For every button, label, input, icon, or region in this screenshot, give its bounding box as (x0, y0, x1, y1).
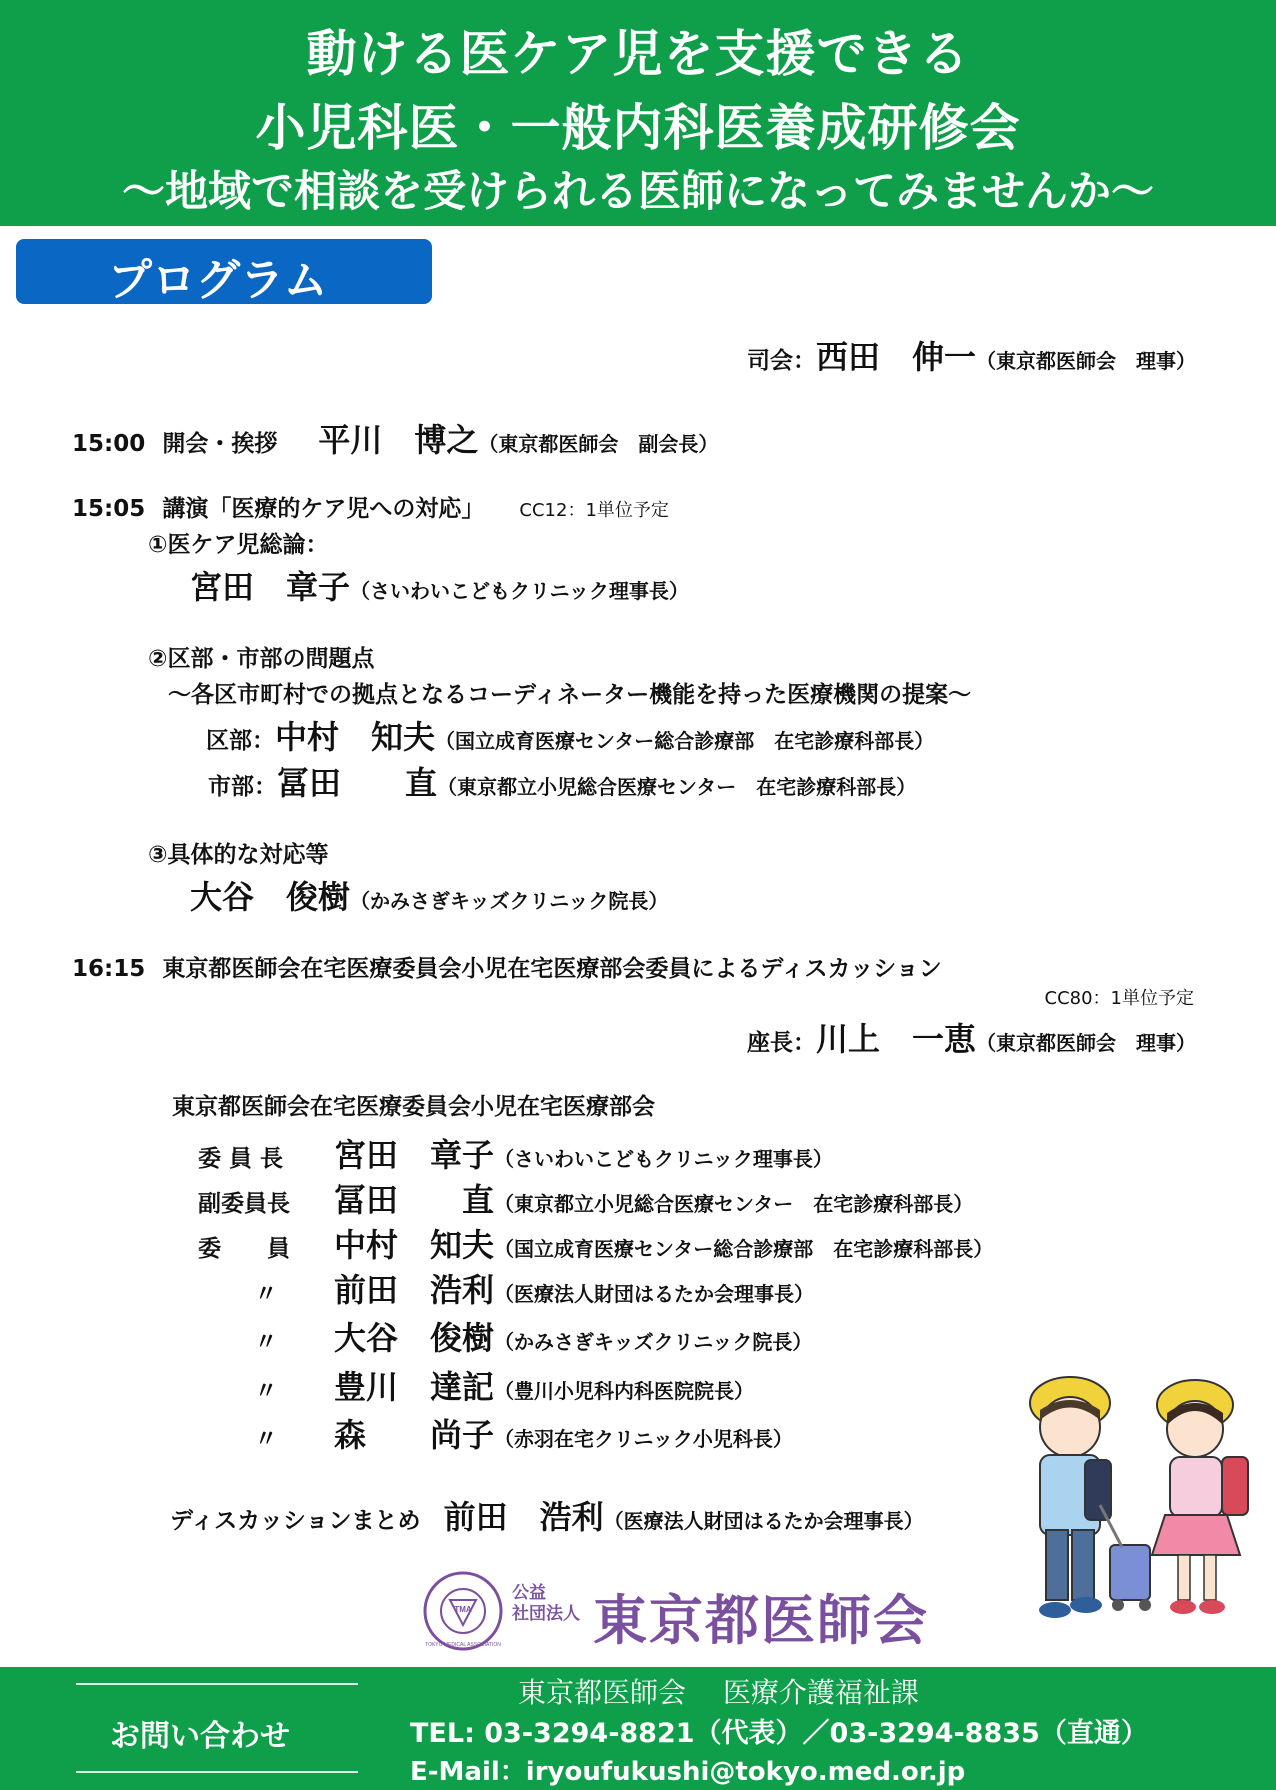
chair-line (747, 1014, 1196, 1060)
member-name: 宮田 章子 (334, 1136, 495, 1174)
logo-org-name: 東京都医師会 (593, 1589, 929, 1652)
member-name: 森 尚子 (334, 1416, 495, 1454)
title-line-1: 動ける医ケア児を支援できる (306, 25, 970, 83)
part3-name: 大谷 俊樹 (190, 878, 351, 916)
chair-affiliation: （東京都医師会 理事） (976, 1031, 1196, 1055)
lecture-part3-speaker (190, 872, 668, 918)
committee-member-row (198, 1265, 814, 1311)
summary-affiliation: （医療法人財団はるたか会理事長） (603, 1509, 924, 1533)
program-badge (16, 239, 432, 304)
lecture-title: 講演「医療的ケア児への対応」 (162, 496, 485, 522)
footer-divider-bottom (76, 1771, 358, 1773)
member-affiliation: （豊川小児科内科医院院長） (494, 1379, 755, 1403)
discussion-credit: CC80：1単位予定 (1044, 988, 1194, 1009)
footer-email[interactable]: E-Mail：iryoufukushi@tokyo.med.or.jp (410, 1757, 966, 1787)
page-footer (0, 1667, 1276, 1790)
part3-affiliation: （かみさぎキッズクリニック院長） (350, 889, 669, 913)
city-label: 市部： (208, 774, 277, 800)
part1-name: 宮田 章子 (190, 568, 351, 606)
ward-label: 区部： (206, 728, 275, 754)
member-name: 前田 浩利 (334, 1271, 495, 1309)
lecture-credit: CC12：1単位予定 (519, 500, 669, 521)
committee-member-row (198, 1175, 973, 1221)
member-affiliation: （さいわいこどもクリニック理事長） (494, 1147, 833, 1171)
lecture-line (72, 490, 669, 523)
member-affiliation: （かみさぎキッズクリニック院長） (494, 1330, 813, 1354)
moderator-affiliation: （東京都医師会 理事） (976, 349, 1196, 373)
committee-member-row (198, 1362, 754, 1408)
lecture-part2-subheading: ～各区市町村での拠点となるコーディネーター機能を持った医療機関の提案～ (168, 682, 972, 708)
city-name: 冨田 直 (277, 764, 438, 802)
committee-member-row (198, 1313, 812, 1359)
lecture-part3-heading: ③具体的な対応等 (148, 842, 329, 868)
contact-label: お問い合わせ (110, 1719, 290, 1754)
member-affiliation: （東京都立小児総合医療センター 在宅診療科部長） (494, 1192, 974, 1216)
logo-small-2: 社団法人 (512, 1604, 580, 1624)
member-role: 〃 (254, 1329, 278, 1355)
member-role: 〃 (254, 1426, 278, 1452)
page-header (0, 0, 1276, 226)
chair-name: 川上 一恵 (815, 1020, 976, 1058)
opening-label: 開会・挨拶 (162, 431, 278, 457)
logo-small-1: 公益 (512, 1583, 546, 1603)
seal-mark: TMA (454, 1605, 472, 1614)
member-name: 冨田 直 (334, 1181, 495, 1219)
footer-department: 東京都医師会 医療介護福祉課 (518, 1676, 919, 1709)
moderator-name: 西田 伸一 (815, 338, 976, 376)
opening-line (72, 415, 718, 461)
member-role: 〃 (254, 1281, 278, 1307)
chair-role: 座長： (746, 1030, 816, 1056)
part1-affiliation: （さいわいこどもクリニック理事長） (350, 579, 689, 603)
opening-time: 15:00 (72, 431, 146, 457)
title-line-2: 小児科医・一般内科医養成研修会 (255, 99, 1021, 157)
committee-member-row (198, 1410, 793, 1456)
member-affiliation: （医療法人財団はるたか会理事長） (494, 1282, 815, 1306)
subtitle: ～地域で相談を受けられる医師になってみませんか～ (122, 167, 1154, 217)
tma-seal-logo (422, 1570, 504, 1652)
program-badge-label: プログラム (108, 255, 328, 306)
member-affiliation: （国立成育医療センター総合診療部 在宅診療科部長） (494, 1237, 994, 1261)
opening-affiliation: （東京都医師会 副会長） (478, 432, 719, 456)
discussion-line (72, 950, 942, 983)
member-role: 副委員長 (198, 1191, 290, 1217)
footer-divider-top (76, 1683, 358, 1685)
member-role: 委 員 (198, 1236, 290, 1262)
moderator-line (747, 332, 1196, 378)
member-role: 委 員 長 (198, 1146, 284, 1172)
lecture-time: 15:05 (72, 496, 146, 522)
city-affiliation: （東京都立小児総合医療センター 在宅診療科部長） (437, 775, 917, 799)
member-name: 大谷 俊樹 (334, 1319, 495, 1357)
committee-title: 東京都医師会在宅医療委員会小児在宅医療部会 (172, 1094, 655, 1120)
ward-name: 中村 知夫 (275, 718, 436, 756)
member-name: 中村 知夫 (334, 1226, 495, 1264)
discussion-time: 16:15 (72, 956, 146, 982)
summary-label: ディスカッションまとめ (170, 1508, 421, 1534)
discussion-title: 東京都医師会在宅医療委員会小児在宅医療部会委員によるディスカッション (162, 956, 942, 982)
member-affiliation: （赤羽在宅クリニック小児科長） (494, 1427, 793, 1451)
committee-member-row (198, 1220, 993, 1266)
summary-name: 前田 浩利 (443, 1498, 604, 1536)
children-illustration (1000, 1365, 1262, 1655)
lecture-part1-heading: ①医ケア児総論： (148, 532, 329, 558)
logo-small-text (512, 1583, 580, 1625)
footer-tel: TEL: 03-3294-8821（代表）／03-3294-8835（直通） (410, 1718, 1148, 1749)
lecture-part2-heading: ②区部・市部の問題点 (148, 646, 375, 672)
city-speaker (208, 758, 916, 804)
seal-text: TOKYO MEDICAL ASSOCIATION (425, 1642, 501, 1648)
lecture-part1-speaker (190, 562, 689, 608)
summary-line (170, 1492, 924, 1538)
moderator-role: 司会： (746, 348, 816, 374)
opening-name: 平川 博之 (318, 421, 479, 459)
member-name: 豊川 達記 (334, 1368, 495, 1406)
committee-member-row (198, 1130, 833, 1176)
member-role: 〃 (254, 1378, 278, 1404)
ward-affiliation: （国立成育医療センター総合診療部 在宅診療科部長） (435, 729, 935, 753)
ward-speaker (206, 712, 934, 758)
